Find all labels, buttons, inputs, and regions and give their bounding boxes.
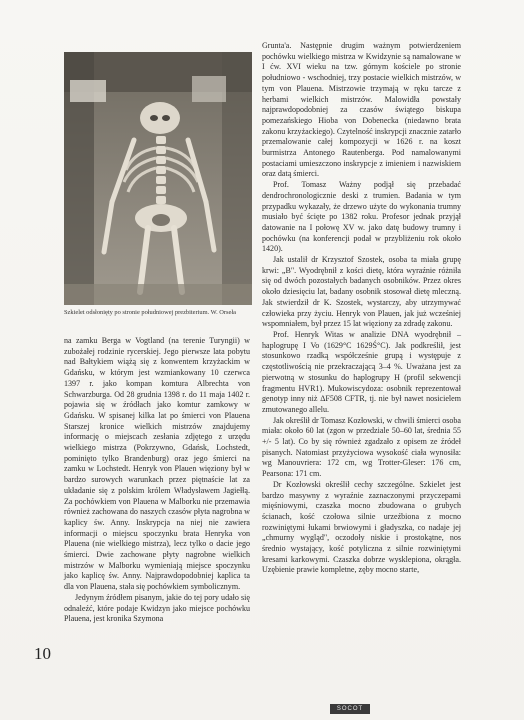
text-column-left bbox=[64, 336, 250, 625]
footer-logo: SOCOT bbox=[330, 704, 370, 714]
paragraph: Jak ustalił dr Krzysztof Szostek, osoba ta miała grupę krwi: „B". Wyodrębnił z kości dietę, która wyraźnie różniła się od dwóch pozostałych badanych osobników. Przez okres około dziesięciu lat, badany osobnik stosował dietę mleczną. Jak stwierdził dr K. Szostek, wystarczy, aby utrzymywać człowieka przy życiu. Henryk von Plauen, jak już wcześniej wspomniałem, był przez 15 lat więziony za zdradę zakonu. bbox=[262, 255, 461, 329]
page-number: 10 bbox=[34, 644, 51, 663]
paragraph: na zamku Berga w Vogtland (na terenie Turyngii) w zubożałej rodzinie rycerskiej. Jego pierwsze lata pobytu nad Bałtykiem wiążą się z konwentem krzyżackim w Gdańsku, w którym jest wzmiankowany 10 czerwca 1397 r. jako kompan komtura Albrechta von Schwarzburga. Od 28 grudnia 1398 r. do 11 maja 1402 r. pojawia się w źródłach jako komtur zamkowy w Gdańsku. W spisanej kilka lat po śmierci von Plauena Starszej kronice wielkich mistrzów znajdujemy informację o miejscach zesłania zdjętego z urzędu wielkiego mistrza (Pokrzywno, Gdańsk, Lochstedt, pominięto tylko Brandenburg) oraz jego śmierci na zamku w Lochstedt. Henryk von Plauen więziony był w bardzo surowych warunkach przez piętnaście lat za układanie się z polskim królem Władysławem Jagiełłą. Za pochówkiem von Plauena w Malborku nie przemawia również zachowana do naszych czasów płyta nagrobna w kaplicy św. Anny. Inskrypcja na niej nie zawiera informacji o miejscu spoczynku brata Henryka von Plauena (nie wielkiego mistrza), lecz tylko o dacie jego śmierci. Dwie zachowane płyty nagrobne wielkich mistrzów w Malborku wymieniają miejsce spoczynku jako kaplicę św. Anny. Najprawdopodobniej kaplica ta dla von Plauena, stała się pochówkiem symbolicznym. bbox=[64, 336, 250, 592]
text-column-right bbox=[262, 41, 461, 576]
paragraph: Grunta'a. Następnie drugim ważnym potwierdzeniem pochówku wielkiego mistrza w Kwidzynie są namalowane w I ćw. XVI wieku na tzw. górnym kościele po stronie południowo - wschodniej, trzy postacie wielkich mistrzów, w tym von Plauena. Mistrzowie trzymają w ręku tarcze z herbami wielkich mistrzów. Malowidła powstały najprawdopodobniej za czasów świątego biskupa pomezańskiego Hioba von Dobenecka (niedawno brata zakonu krzyżackiego). Czytelność inskrypcji znacznie zatarło przemalowanie całej kompozycji w 1626 r. na koszt burmistrza Antonego Rautenberga. Pod namalowanymi postaciami umieszczono inskrypcje z imieniem i nazwiskiem oraz datą śmierci. bbox=[262, 41, 461, 179]
paragraph: Prof. Tomasz Ważny podjął się przebadać dendrochronologicznie deski z trumien. Badania w tym przypadku wykazały, że drzewo użyte do wykonania trumny musiało być ścięte po 1382 roku. Profesor jednak przyjął datowanie na I połowę XV w. jako datę budowy trumny i pochówku (na konferencji podał w przybliżeniu rok około 1420). bbox=[262, 180, 461, 254]
skeleton-photo bbox=[64, 52, 252, 305]
paragraph: Dr Kozłowski określił cechy szczególne. Szkielet jest bardzo masywny z wyraźnie zaznaczonymi przyczepami mięśniowymi, czaszka mocno zbudowana o grubych ścianach, kość czołowa silnie urzeźbiona z mocno rozwiniętymi łukami brwiowymi i gładyszka, co nadaje jej „chmurny wygląd", oczodoły niskie i prostokątne, nos średnio wystający, kość potyliczna z silnie rozwiniętymi kresami karkowymi. Czaszka dobrze wysklepiona, okrągła. Uzębienie prawie kompletne, zęby mocno starte, bbox=[262, 479, 461, 575]
paragraph: Jak określił dr Tomasz Kozłowski, w chwili śmierci osoba miała: około 60 lat (zgon w przedziale 50–60 lat, średnia 55 +/- 5 lat). Co by się również zgadzało z opisem ze źródeł pisanych. Natomiast przyżyciowa wysokość ciała wynosiła: wg Manouvriera: 172 cm, wg Trotter-Gleser: 176 cm, Pearsona: 171 cm. bbox=[262, 415, 461, 479]
paragraph: Prof. Henryk Witas w analizie DNA wyodrębnił – haplogrupę I Vo (1629°C 1629Ś°C). Jak podkreślił, jest stosunkowo rzadką współcześnie grupą i występuje z częstotliwością nie przekraczającą 3–4 %. Uważana jest za pierwotną w stosunku do haplogrupy H (profil sekwencji fragmentu HVR1). Mukowiscydoza: osobnik reprezentował genotyp inny niż ΔF508 CFTR, tj. nie był nawet nosicielem zmutowanego allelu. bbox=[262, 329, 461, 414]
figure-caption: Szkielet odsłonięty po stronie południowej prezbiterium. W. Orseła bbox=[64, 309, 236, 316]
paragraph: Jedynym źródłem pisanym, jakie do tej pory udało się odnaleźć, które podaje Kwidzyn jako miejsce pochówku Plauena, jest kronika Szymona bbox=[64, 592, 250, 624]
